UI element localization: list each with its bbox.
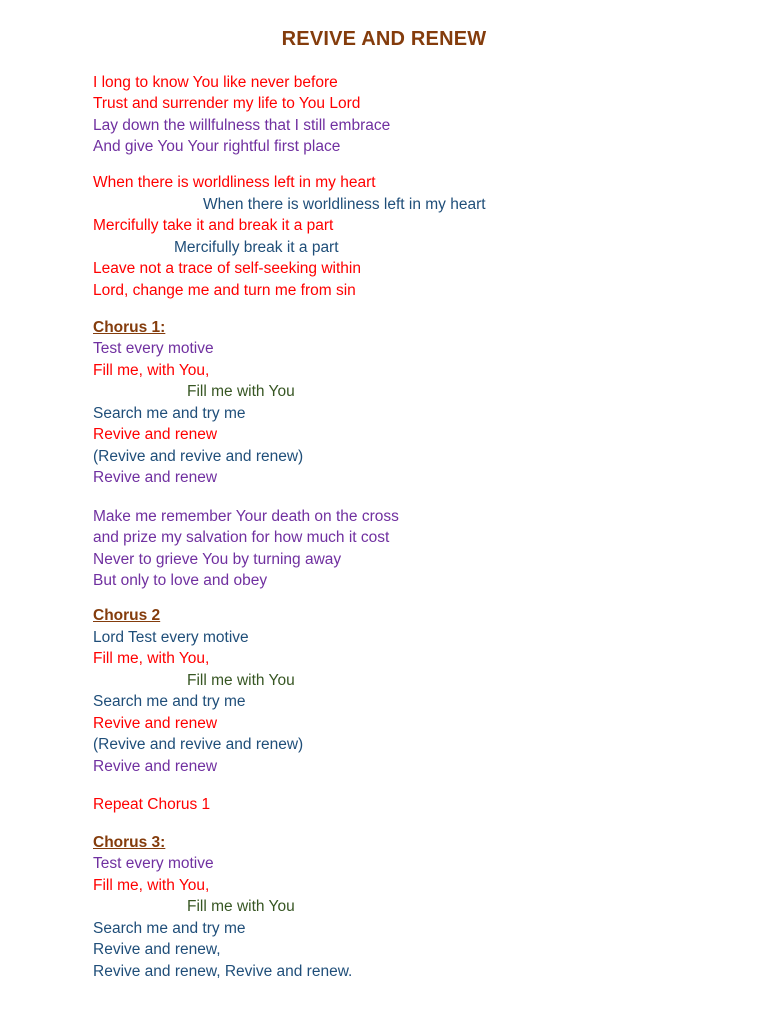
chorus1-line-4: Search me and try me — [93, 405, 246, 422]
verse3-line-2: and prize my salvation for how much it cost — [93, 529, 390, 546]
chorus3-line-1: Test every motive — [93, 855, 214, 872]
verse2-line-4: Mercifully break it a part — [174, 239, 339, 256]
chorus1-line-3: Fill me with You — [187, 383, 295, 400]
chorus1-heading: Chorus 1: — [93, 319, 166, 336]
chorus3-heading: Chorus 3: — [93, 834, 166, 851]
verse2-line-5: Leave not a trace of self-seeking within — [93, 260, 361, 277]
verse1-line-1: I long to know You like never before — [93, 74, 338, 91]
chorus2-line-7: Revive and renew — [93, 758, 218, 775]
chorus1-line-7: Revive and renew — [93, 469, 218, 486]
chorus2-line-4: Search me and try me — [93, 693, 246, 710]
verse1-line-3: Lay down the willfulness that I still embrace — [93, 117, 391, 134]
chorus3-line-3: Fill me with You — [187, 898, 295, 915]
chorus2-heading: Chorus 2 — [93, 607, 161, 624]
chorus1-line-6: (Revive and revive and renew) — [93, 448, 304, 465]
chorus3-line-5: Revive and renew, — [93, 941, 221, 958]
verse2-line-6: Lord, change me and turn me from sin — [93, 282, 356, 299]
chorus1-line-5: Revive and renew — [93, 426, 218, 443]
verse2-line-2: When there is worldliness left in my heart — [203, 196, 486, 213]
repeat-chorus-note: Repeat Chorus 1 — [93, 796, 211, 813]
chorus2-line-1: Lord Test every motive — [93, 629, 249, 646]
chorus2-line-5: Revive and renew — [93, 715, 218, 732]
verse1-line-4: And give You Your rightful first place — [93, 138, 341, 155]
verse3-line-3: Never to grieve You by turning away — [93, 551, 342, 568]
verse2-line-3: Mercifully take it and break it a part — [93, 217, 334, 234]
chorus2-line-3: Fill me with You — [187, 672, 295, 689]
verse2-line-1: When there is worldliness left in my heart — [93, 174, 376, 191]
verse3-line-1: Make me remember Your death on the cross — [93, 508, 399, 525]
chorus3-line-4: Search me and try me — [93, 920, 246, 937]
page-title: REVIVE AND RENEW — [281, 28, 487, 50]
chorus2-line-6: (Revive and revive and renew) — [93, 736, 304, 753]
chorus1-line-2: Fill me, with You, — [93, 362, 210, 379]
chorus2-line-2: Fill me, with You, — [93, 650, 210, 667]
chorus1-line-1: Test every motive — [93, 340, 214, 357]
verse3-line-4: But only to love and obey — [93, 572, 268, 589]
verse1-line-2: Trust and surrender my life to You Lord — [93, 95, 361, 112]
chorus3-line-6: Revive and renew, Revive and renew. — [93, 963, 353, 980]
chorus3-line-2: Fill me, with You, — [93, 877, 210, 894]
